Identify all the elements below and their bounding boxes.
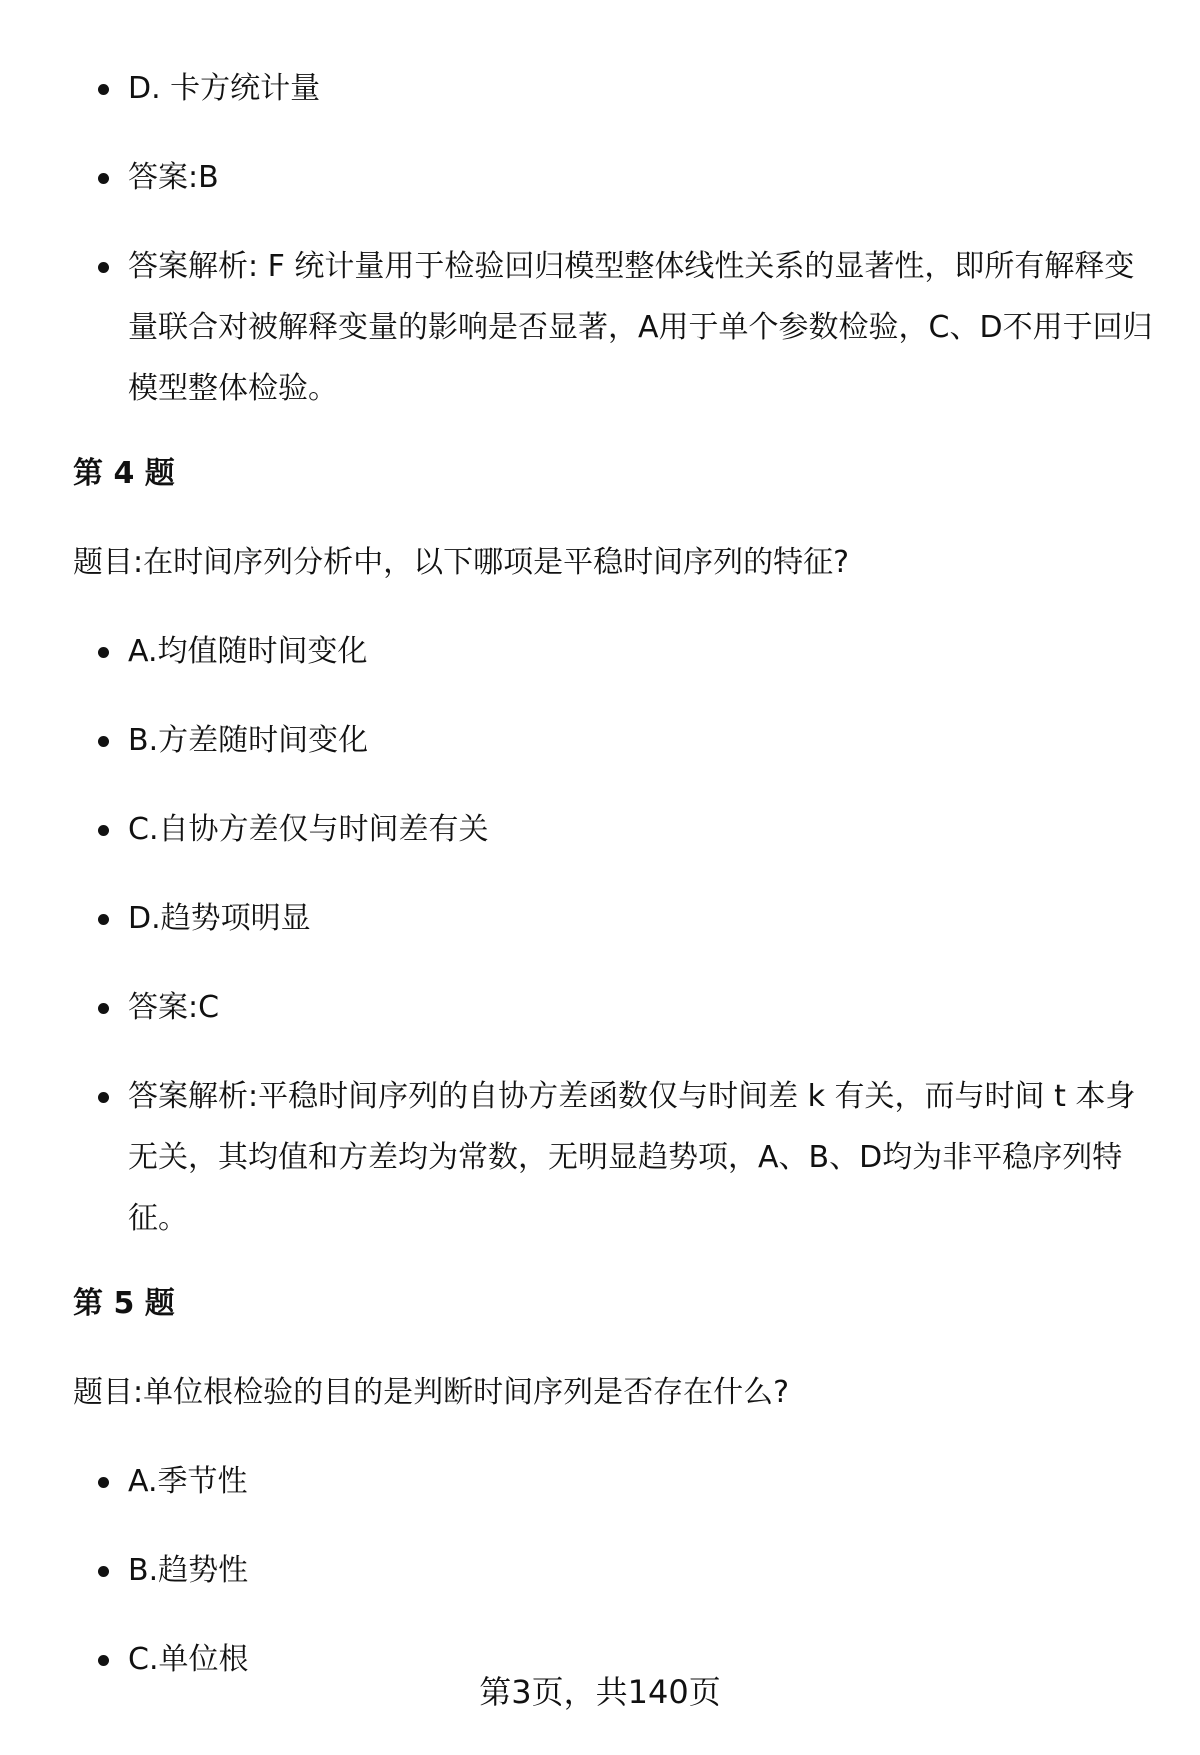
bullet-dot (98, 1566, 109, 1577)
q5-heading: 第 5 题 (73, 1286, 175, 1321)
bullet-dot (98, 173, 109, 184)
bullet-dot (98, 825, 109, 836)
q4-explanation (73, 1066, 1163, 1249)
q4-option-d (73, 888, 1163, 949)
q4-answer-text: 答案:C (128, 990, 220, 1025)
bullet-dot (98, 1477, 109, 1488)
q4-answer (73, 977, 1163, 1038)
bullet-dot (98, 1092, 109, 1103)
q4-explanation-text: 答案解析:平稳时间序列的自协方差函数仅与时间差 k 有关，而与时间 t 本身无关，其均值和方差均为常数，无明显趋势项，A、B、D均为非平稳序列特征。 (128, 1079, 1136, 1236)
page-footer: 第3页，共140页 (479, 1673, 721, 1711)
q4-option-c (73, 799, 1163, 860)
q5-option-b (73, 1540, 1163, 1601)
q4-option-d-text: D.趋势项明显 (128, 901, 311, 936)
bullet-dot (98, 1003, 109, 1014)
bullet-dot (98, 914, 109, 925)
bullet-dot (98, 1655, 109, 1666)
q3-answer-text: 答案:B (128, 160, 219, 195)
q5-question: 题目:单位根检验的目的是判断时间序列是否存在什么? (73, 1375, 790, 1410)
q3-explanation-text: 答案解析: F 统计量用于检验回归模型整体线性关系的显著性，即所有解释变量联合对被解释变量的影响是否显著，A用于单个参数检验，C、D不用于回归模型整体检验。 (128, 249, 1153, 406)
q5-option-a (73, 1451, 1163, 1512)
q3-explanation (73, 236, 1163, 419)
q4-option-a (73, 621, 1163, 682)
q5-option-a-text: A.季节性 (128, 1464, 248, 1499)
q3-option-d-text: D. 卡方统计量 (128, 71, 321, 106)
q3-answer (73, 147, 1163, 208)
q4-option-b (73, 710, 1163, 771)
q4-option-c-text: C.自协方差仅与时间差有关 (128, 812, 489, 847)
q4-heading: 第 4 题 (73, 456, 175, 491)
q3-option-d (73, 58, 1163, 119)
bullet-dot (98, 84, 109, 95)
q4-question: 题目:在时间序列分析中，以下哪项是平稳时间序列的特征? (73, 545, 850, 580)
q4-option-b-text: B.方差随时间变化 (128, 723, 369, 758)
bullet-dot (98, 647, 109, 658)
q5-option-c-text: C.单位根 (128, 1642, 249, 1677)
document-content (73, 58, 1163, 1718)
bullet-dot (98, 262, 109, 273)
bullet-dot (98, 736, 109, 747)
q5-option-b-text: B.趋势性 (128, 1553, 249, 1588)
q4-option-a-text: A.均值随时间变化 (128, 634, 368, 669)
